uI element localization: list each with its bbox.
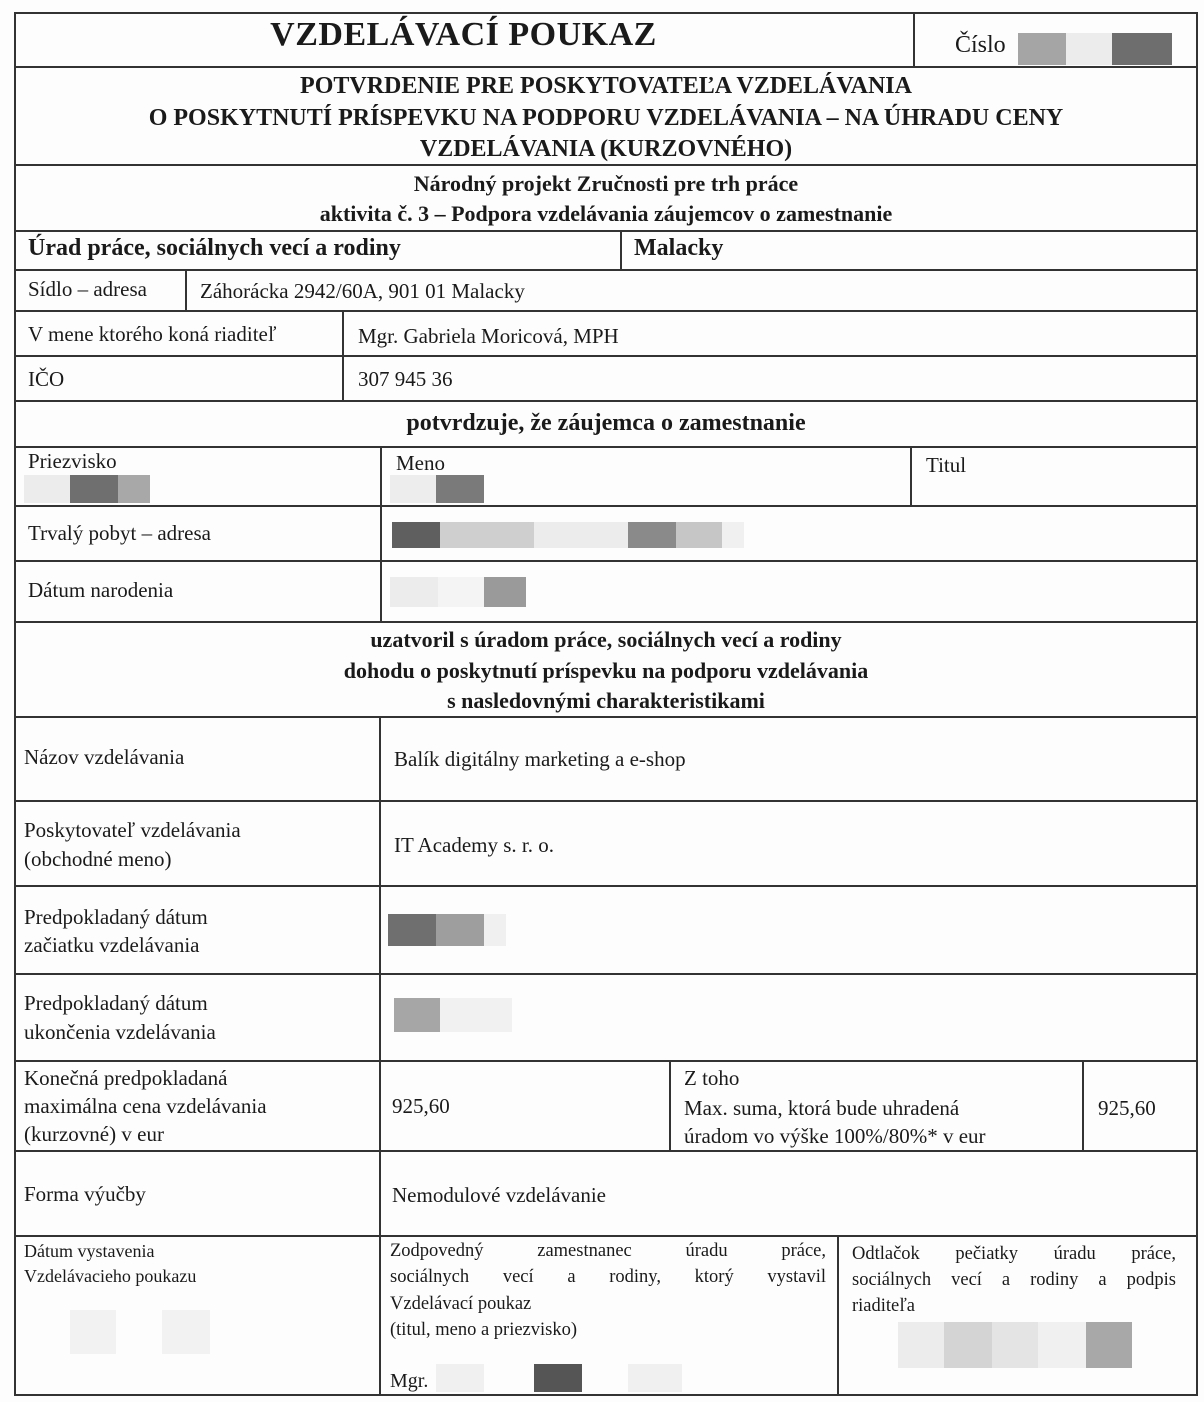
border-bottom <box>14 1394 1198 1396</box>
redaction-block <box>390 577 438 607</box>
divider <box>379 716 381 1396</box>
course-name-value: Balík digitálny marketing a e-shop <box>394 747 686 771</box>
start-date-label: Predpokladaný dátum <box>24 905 208 929</box>
office-label: Úrad práce, sociálnych vecí a rodiny <box>28 235 401 261</box>
end-date-label-sub: ukončenia vzdelávania <box>24 1020 216 1044</box>
divider <box>14 800 1198 802</box>
divider <box>14 1060 1198 1062</box>
divider <box>14 885 1198 887</box>
subtitle-line-3: VZDELÁVANIA (KURZOVNÉHO) <box>419 136 793 162</box>
provider-label: Poskytovateľ vzdelávania <box>24 818 241 842</box>
provider-value: IT Academy s. r. o. <box>394 833 555 857</box>
redaction-block <box>162 1310 210 1354</box>
employee-label: Zodpovedný zamestnanec úradu práce, <box>390 1241 826 1261</box>
redaction-block <box>628 1364 682 1392</box>
divider <box>669 1060 671 1152</box>
course-name-label: Názov vzdelávania <box>24 745 185 769</box>
redaction-block <box>1066 33 1112 65</box>
stamp-label-line-2: sociálnych vecí a rodiny a podpis <box>852 1270 1176 1290</box>
subtitle-line-2: O POSKYTNUTÍ PRÍSPEVKU NA PODPORU VZDELÁVANIA – NA ÚHRADU CENY <box>148 105 1064 131</box>
office-city: Malacky <box>634 235 724 261</box>
document-title: VZDELÁVACÍ POUKAZ <box>270 16 657 53</box>
redaction-block <box>70 475 118 503</box>
divider <box>14 1235 1198 1237</box>
divider <box>14 505 1198 507</box>
form-label: Forma výučby <box>24 1182 146 1206</box>
redaction-block <box>436 914 484 946</box>
redaction-block <box>898 1322 944 1368</box>
ztoho-value: 925,60 <box>1098 1096 1156 1120</box>
form-value: Nemodulové vzdelávanie <box>392 1183 606 1207</box>
director-value: Mgr. Gabriela Moricová, MPH <box>358 324 619 348</box>
price-label-line-2: maximálna cena vzdelávania <box>24 1094 267 1118</box>
name-label: Meno <box>396 451 445 475</box>
residence-label: Trvalý pobyt – adresa <box>28 521 211 545</box>
redaction-block <box>440 998 512 1032</box>
confirms-heading: potvrdzuje, že záujemca o zamestnanie <box>406 410 806 436</box>
redaction-block <box>1038 1322 1086 1368</box>
price-label: Konečná predpokladaná <box>24 1066 228 1090</box>
divider <box>14 310 1198 312</box>
agreement-line-1: uzatvoril s úradom práce, sociálnych vecí a rodiny <box>370 627 842 652</box>
redaction-block <box>392 522 440 548</box>
price-value: 925,60 <box>392 1094 450 1118</box>
stamp-label-line-3: riaditeľa <box>852 1296 915 1316</box>
start-date-label-sub: začiatku vzdelávania <box>24 933 200 957</box>
redaction-block <box>1112 33 1172 65</box>
ztoho-label: Z toho <box>684 1066 740 1090</box>
redaction-block <box>944 1322 992 1368</box>
stamp-label: Odtlačok pečiatky úradu práce, <box>852 1244 1176 1264</box>
employee-label-line-4: (titul, meno a priezvisko) <box>390 1320 578 1340</box>
agreement-line-2: dohodu o poskytnutí príspevku na podporu vzdelávania <box>343 658 869 683</box>
divider <box>837 1235 839 1396</box>
redaction-block <box>992 1322 1038 1368</box>
border-top <box>14 12 1198 14</box>
employee-label-line-3: Vzdelávací poukaz <box>390 1294 532 1314</box>
redaction-block <box>676 522 722 548</box>
divider <box>14 400 1198 402</box>
ztoho-label-line-3: úradom vo výške 100%/80%* v eur <box>684 1124 986 1148</box>
redaction-block <box>1086 1322 1132 1368</box>
divider <box>14 230 1198 232</box>
issue-date-label: Dátum vystavenia <box>24 1241 155 1261</box>
divider <box>1082 1060 1084 1152</box>
number-label: Číslo <box>955 32 1006 58</box>
redaction-block <box>1018 33 1066 65</box>
redaction-block <box>436 1364 484 1392</box>
redaction-block <box>390 475 436 503</box>
price-label-line-3: (kurzovné) v eur <box>24 1122 164 1146</box>
divider <box>14 1150 1198 1152</box>
redaction-block <box>436 475 484 503</box>
subtitle-line-1: POTVRDENIE PRE POSKYTOVATEĽA VZDELÁVANIA <box>300 73 912 99</box>
ico-label: IČO <box>28 367 65 391</box>
redaction-block <box>70 1310 116 1354</box>
divider <box>185 269 187 311</box>
redaction-block <box>484 577 526 607</box>
divider <box>14 164 1198 166</box>
redaction-block <box>722 522 744 548</box>
ztoho-label-line-2: Max. suma, ktorá bude uhradená <box>684 1096 960 1120</box>
employee-label-line-2: sociálnych vecí a rodiny, ktorý vystavil <box>390 1267 826 1287</box>
redaction-block <box>440 522 534 548</box>
end-date-label: Predpokladaný dátum <box>24 991 208 1015</box>
divider <box>14 716 1198 718</box>
divider <box>14 66 1198 68</box>
divider <box>14 560 1198 562</box>
redaction-block <box>628 522 676 548</box>
divider <box>14 355 1198 357</box>
project-activity: aktivita č. 3 – Podpora vzdelávania záujemcov o zamestnanie <box>319 201 893 226</box>
address-value: Záhorácka 2942/60A, 901 01 Malacky <box>200 279 525 303</box>
divider <box>380 446 382 622</box>
address-label: Sídlo – adresa <box>28 277 147 301</box>
redaction-block <box>534 1364 582 1392</box>
divider <box>620 230 622 270</box>
director-label: V mene ktorého koná riaditeľ <box>28 322 277 346</box>
title-label: Titul <box>926 453 967 477</box>
divider <box>14 973 1198 975</box>
divider <box>910 446 912 506</box>
employee-value: Mgr. <box>390 1370 429 1392</box>
divider <box>14 269 1198 271</box>
redaction-block <box>388 914 436 946</box>
redaction-block <box>24 475 70 503</box>
project-name: Národný projekt Zručnosti pre trh práce <box>413 171 799 196</box>
divider <box>14 621 1198 623</box>
provider-label-sub: (obchodné meno) <box>24 847 172 871</box>
redaction-block <box>534 522 628 548</box>
surname-label: Priezvisko <box>28 449 117 473</box>
issue-date-label-sub: Vzdelávacieho poukazu <box>24 1266 197 1286</box>
redaction-block <box>394 998 440 1032</box>
redaction-block <box>484 914 506 946</box>
redaction-block <box>438 577 484 607</box>
redaction-block <box>118 475 150 503</box>
agreement-line-3: s nasledovnými charakteristikami <box>447 688 765 713</box>
birthdate-label: Dátum narodenia <box>28 578 174 602</box>
divider <box>913 12 915 68</box>
ico-value: 307 945 36 <box>358 367 453 391</box>
divider <box>14 446 1198 448</box>
